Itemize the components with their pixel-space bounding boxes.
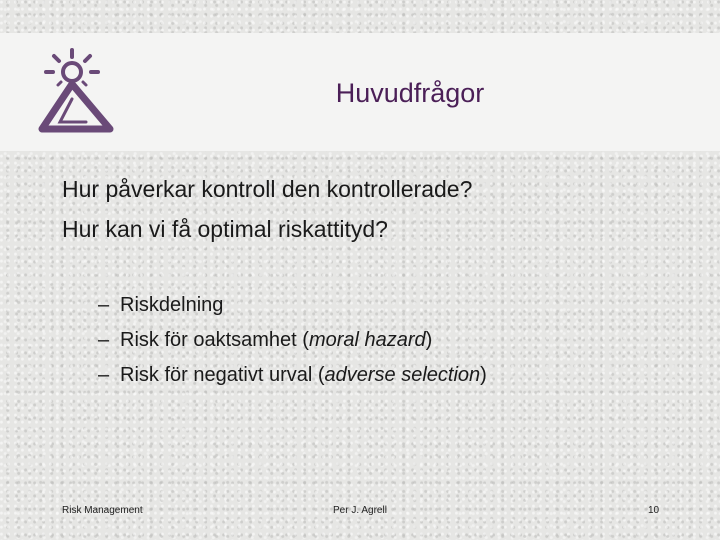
bullet-list — [98, 294, 487, 399]
question-1: Hur påverkar kontroll den kontrollerade? — [62, 176, 473, 202]
bullet-dash: – — [98, 329, 110, 351]
bullet-item — [98, 329, 487, 364]
question-2: Hur kan vi få optimal riskattityd? — [62, 216, 388, 242]
bullet-text: Riskdelning — [120, 294, 224, 316]
footer-author: Per J. Agrell — [333, 505, 387, 516]
sun-triangle-logo-icon — [30, 44, 120, 139]
bullet-item — [98, 364, 487, 399]
bullet-text: Risk för negativt urval ( — [120, 364, 325, 386]
bullet-italic-term: moral hazard — [308, 329, 426, 351]
bullet-dash: – — [98, 294, 110, 316]
bullet-close-paren: ) — [425, 329, 433, 351]
bullet-dash: – — [98, 364, 110, 386]
bullet-item — [98, 294, 487, 329]
bullet-close-paren: ) — [480, 364, 487, 386]
slide-title: Huvudfrågor — [335, 78, 485, 108]
bullet-text: Risk för oaktsamhet ( — [120, 329, 309, 351]
footer-page-number: 10 — [648, 505, 660, 516]
footer-course: Risk Management — [62, 505, 143, 516]
bullet-italic-term: adverse selection — [324, 364, 481, 386]
